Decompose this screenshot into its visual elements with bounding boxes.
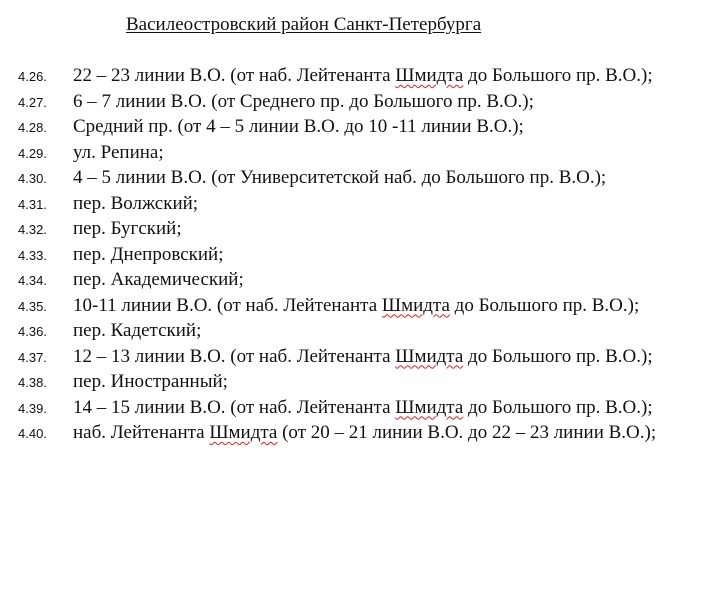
item-number: 4.34. xyxy=(18,273,47,288)
item-number: 4.28. xyxy=(18,120,47,135)
item-number: 4.29. xyxy=(18,145,47,161)
item-text: 12 – 13 линии В.О. (от наб. Лейтенанта xyxy=(73,345,396,367)
item-number: 4.32. xyxy=(18,222,47,237)
item-number: 4.36. xyxy=(18,324,47,339)
item-number: 4.26. xyxy=(18,69,47,84)
item-text-tail: до Большого пр. В.О.); xyxy=(449,294,640,316)
item-text: пер. Бугский; xyxy=(73,218,182,239)
misspelled-word[interactable]: Шмидта xyxy=(395,65,464,86)
item-text-tail: до Большого пр. В.О.); xyxy=(463,65,653,86)
list-item xyxy=(18,396,692,422)
misspelled-word[interactable]: Шмидта xyxy=(209,422,278,443)
list-item xyxy=(18,141,692,167)
item-text: 14 – 15 линии В.О. (от наб. Лейтенанта xyxy=(73,396,396,418)
document-title: Василеостровский район Санкт-Петербурга xyxy=(126,14,482,35)
item-number: 4.33. xyxy=(18,247,47,263)
list-item xyxy=(18,421,692,447)
list-item xyxy=(18,115,692,141)
item-text: пер. Днепровский; xyxy=(73,243,224,265)
item-text: пер. Волжский; xyxy=(73,192,199,214)
item-text: 4 – 5 линии В.О. (от Университетской наб. до Большого пр. В.О.); xyxy=(73,167,607,188)
item-text: 10-11 линии В.О. (от наб. Лейтенанта xyxy=(73,294,382,316)
list-item xyxy=(18,64,692,90)
item-number: 4.31. xyxy=(18,196,47,212)
item-number: 4.40. xyxy=(18,426,47,441)
list-item xyxy=(18,345,692,371)
list-item xyxy=(18,370,692,396)
misspelled-word[interactable]: Шмидта xyxy=(381,294,450,316)
item-text: 22 – 23 линии В.О. (от наб. Лейтенанта xyxy=(73,65,396,86)
item-text-tail: до Большого пр. В.О.); xyxy=(463,345,653,367)
list-item xyxy=(18,192,692,218)
item-number: 4.27. xyxy=(18,94,47,110)
item-text-tail: (от 20 – 21 линии В.О. до 22 – 23 линии В.О.); xyxy=(277,422,657,443)
item-text: пер. Академический; xyxy=(73,269,244,290)
item-number: 4.30. xyxy=(18,171,47,186)
item-number: 4.39. xyxy=(18,400,47,416)
item-text: 6 – 7 линии В.О. (от Среднего пр. до Большого пр. В.О.); xyxy=(73,90,534,112)
item-text: Средний пр. (от 4 – 5 линии В.О. до 10 -11 линии В.О.); xyxy=(73,116,524,137)
list-item xyxy=(18,268,692,294)
item-number: 4.35. xyxy=(18,298,47,314)
list-item xyxy=(18,166,692,192)
list-item xyxy=(18,90,692,116)
list-item xyxy=(18,319,692,345)
street-list xyxy=(18,64,692,447)
misspelled-word[interactable]: Шмидта xyxy=(395,345,464,367)
item-text: пер. Иностранный; xyxy=(73,371,228,392)
item-text: ул. Репина; xyxy=(73,141,164,163)
item-number: 4.38. xyxy=(18,375,47,390)
item-text-tail: до Большого пр. В.О.); xyxy=(463,396,653,418)
list-item xyxy=(18,294,692,320)
misspelled-word[interactable]: Шмидта xyxy=(395,396,464,418)
item-text: пер. Кадетский; xyxy=(73,320,202,341)
list-item xyxy=(18,243,692,269)
list-item xyxy=(18,217,692,243)
item-text: наб. Лейтенанта xyxy=(73,422,210,443)
item-number: 4.37. xyxy=(18,349,47,365)
